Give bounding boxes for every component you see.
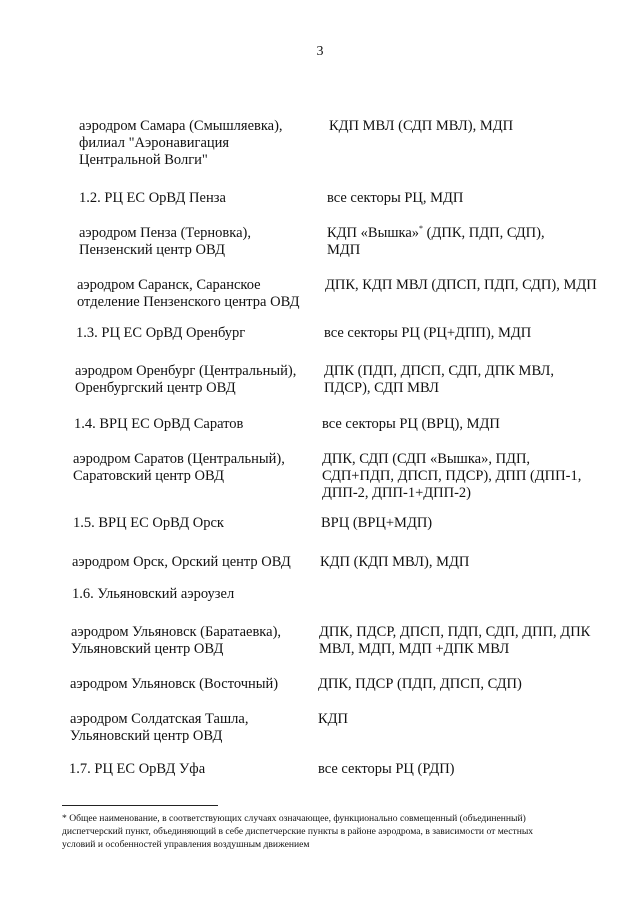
aerodrome-cell: аэродром Саратов (Центральный), Саратовский центр ОВД (73, 451, 285, 484)
units-cell: все секторы РЦ, МДП (327, 190, 464, 206)
units-cell: КДП (318, 711, 349, 727)
units-cell: ДПК, ПДСР (ПДП, ДПСП, СДП) (318, 676, 522, 692)
footnote-marker: * (419, 224, 423, 234)
center-cell: 1.7. РЦ ЕС ОрВД Уфа (69, 761, 206, 777)
units-cell: ВРЦ (ВРЦ+МДП) (321, 515, 433, 531)
center-cell: 1.6. Ульяновский аэроузел (72, 586, 235, 602)
units-cell (327, 225, 545, 259)
units-cell: КДП МВЛ (СДП МВЛ), МДП (329, 118, 514, 134)
aerodrome-cell: аэродром Оренбург (Центральный), Оренбургский центр ОВД (75, 363, 297, 396)
units-text-a: КДП «Вышка» (327, 225, 419, 241)
center-cell: 1.5. ВРЦ ЕС ОрВД Орск (73, 515, 224, 531)
units-cell: КДП (КДП МВЛ), МДП (320, 554, 470, 570)
center-cell: 1.2. РЦ ЕС ОрВД Пенза (79, 190, 226, 206)
aerodrome-cell: аэродром Пенза (Терновка), Пензенский центр ОВД (79, 225, 251, 258)
units-text-b: (ДПК, ПДП, СДП), МДП (327, 225, 545, 258)
center-cell: 1.4. ВРЦ ЕС ОрВД Саратов (74, 416, 244, 432)
aerodrome-cell: аэродром Самара (Смышляевка), филиал "Аэронавигация Центральной Волги" (79, 118, 283, 168)
aerodrome-cell: аэродром Ульяновск (Баратаевка), Ульяновский центр ОВД (71, 624, 282, 657)
units-cell: ДПК, КДП МВЛ (ДПСП, ПДП, СДП), МДП (325, 277, 597, 293)
units-cell: все секторы РЦ (РЦ+ДПП), МДП (324, 325, 532, 341)
aerodrome-cell: аэродром Ульяновск (Восточный) (70, 676, 279, 692)
page-number: 3 (316, 44, 324, 59)
aerodrome-cell: аэродром Орск, Орский центр ОВД (72, 554, 291, 570)
units-cell: все секторы РЦ (ВРЦ), МДП (322, 416, 500, 432)
units-cell: ДПК, СДП (СДП «Вышка», ПДП, СДП+ПДП, ДПСП, ПДСР), ДПП (ДПП-1, ДПП-2, ДПП-1+ДПП-2) (322, 451, 582, 501)
aerodrome-cell: аэродром Саранск, Саранское отделение Пензенского центра ОВД (77, 277, 300, 310)
footnote-divider (62, 805, 218, 806)
center-cell: 1.3. РЦ ЕС ОрВД Оренбург (76, 325, 246, 341)
footnote: * Общее наименование, в соответствующих случаях означающее, функционально совмещенный (объединенный) диспетчерский пункт, объединяющий в себе диспетчерские пункты в районе аэродрома, в зависимости от местных условий и особенностей управления воздушным движением (62, 813, 534, 850)
units-cell: ДПК (ПДП, ДПСП, СДП, ДПК МВЛ, ПДСР), СДП МВЛ (324, 363, 555, 396)
units-cell: все секторы РЦ (РДП) (318, 761, 455, 777)
units-cell: ДПК, ПДСР, ДПСП, ПДП, СДП, ДПП, ДПК МВЛ, МДП, МДП +ДПК МВЛ (319, 624, 591, 657)
aerodrome-cell: аэродром Солдатская Ташла, Ульяновский центр ОВД (70, 711, 249, 744)
